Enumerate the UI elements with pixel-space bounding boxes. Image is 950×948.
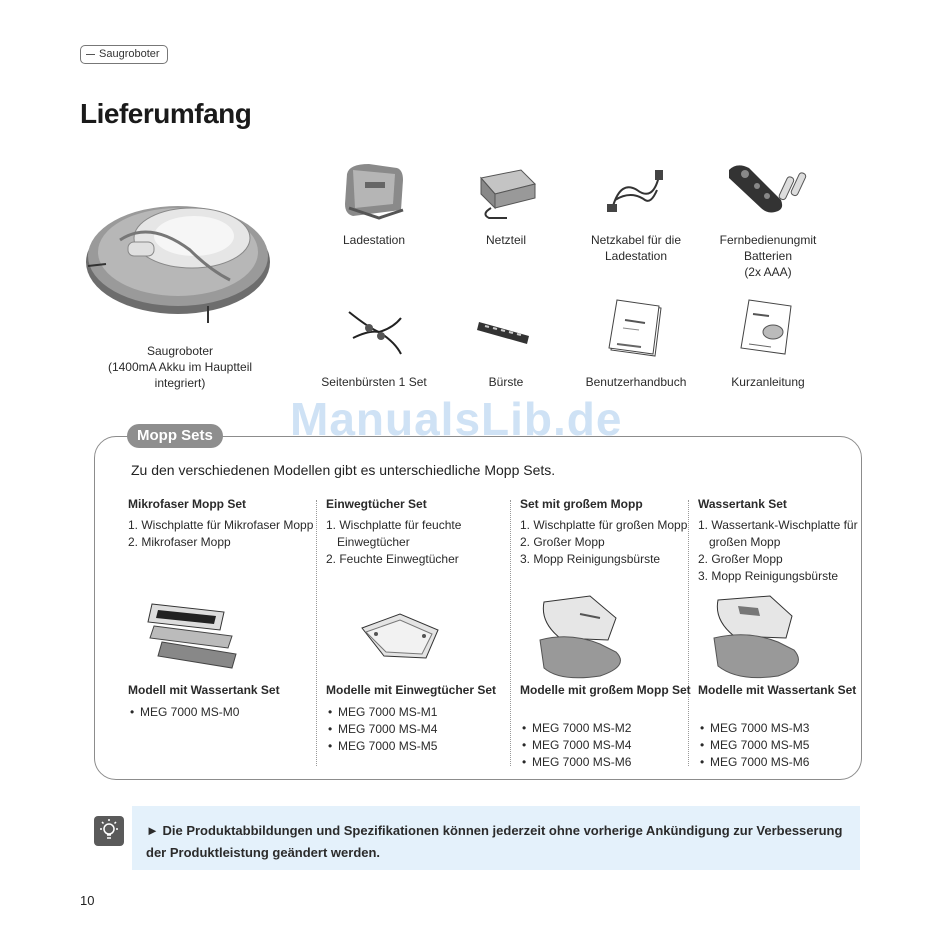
mopp-sets-badge: Mopp Sets [127, 424, 223, 448]
power-cable-icon [601, 160, 671, 222]
item-brush: Bürste [446, 302, 566, 390]
mopp-set-disposable: Einwegtücher Set 1. Wischplatte für feuchte Einwegtücher 2. Feuchte Einwegtücher Modelle mit Einwegtücher Set • MEG 7000 MS-M1 • MEG 7000 MS-M4 • MEG 7000 MS-M5 [326, 496, 512, 568]
mopp-set-microfiber: Mikrofaser Mopp Set 1. Wischplatte für Mikrofaser Mopp 2. Mikrofaser Mopp Modell mit Wassertank Set • MEG 7000 MS-M0 [128, 496, 314, 551]
quick-guide-icon [733, 298, 803, 362]
item-user-manual: Benutzerhandbuch [576, 298, 696, 390]
mopp-set-watertank: Wassertank Set 1. Wassertank-Wischplatte für großen Mopp 2. Großer Mopp 3. Mopp Reinigungsbürste Modelle mit Wassertank Set • MEG 7000 MS-M3 • MEG 7000 MS-M5 • MEG 7000 MS-M6 [698, 496, 858, 585]
microfiber-mopp-image [128, 596, 314, 686]
item-side-brushes: Seitenbürsten 1 Set [314, 302, 434, 390]
item-power-cable: Netzkabel für die Ladestation [576, 160, 696, 264]
side-brushes-icon [339, 302, 409, 362]
mopp-intro: Zu den verschiedenen Modellen gibt es unterschiedliche Mopp Sets. [131, 462, 556, 478]
watermark: ManualsLib.de [290, 393, 623, 445]
item-charging-station: Ladestation [314, 160, 434, 248]
page-title: Lieferumfang [80, 98, 252, 129]
mopp-set-large: Set mit großem Mopp 1. Wischplatte für großen Mopp 2. Großer Mopp 3. Mopp Reinigungsbürste Modelle mit großem Mopp Set • MEG 7000 MS-M2 • MEG 7000 MS-M4 • MEG 7000 MS-M6 [520, 496, 706, 568]
power-supply-icon [471, 160, 541, 222]
column-divider [316, 500, 317, 766]
page-number: 10 [80, 893, 95, 908]
lightbulb-icon [94, 816, 124, 846]
remote-control-icon [723, 160, 813, 222]
user-manual-icon [601, 298, 671, 362]
note-text: ► Die Produktabbildungen und Spezifikationen können jederzeit ohne vorherige Ankündigung zur Verbesserung der Produktleistung geändert werden. [146, 823, 843, 860]
section-tag-label: Saugroboter [99, 48, 160, 60]
item-power-supply: Netzteil [446, 160, 566, 248]
large-mopp-image [520, 592, 706, 682]
robot-label: Saugroboter (1400mA Akku im Hauptteil integriert) [107, 344, 253, 390]
robot-vacuum-image [80, 180, 280, 325]
item-quick-guide: Kurzanleitung [708, 298, 828, 390]
charging-station-icon [339, 160, 409, 222]
brush-icon [471, 302, 541, 362]
item-remote-control: Fernbedienungmit Batterien (2x AAA) [708, 160, 828, 280]
watertank-mopp-image [698, 592, 858, 682]
section-tag [80, 45, 168, 64]
